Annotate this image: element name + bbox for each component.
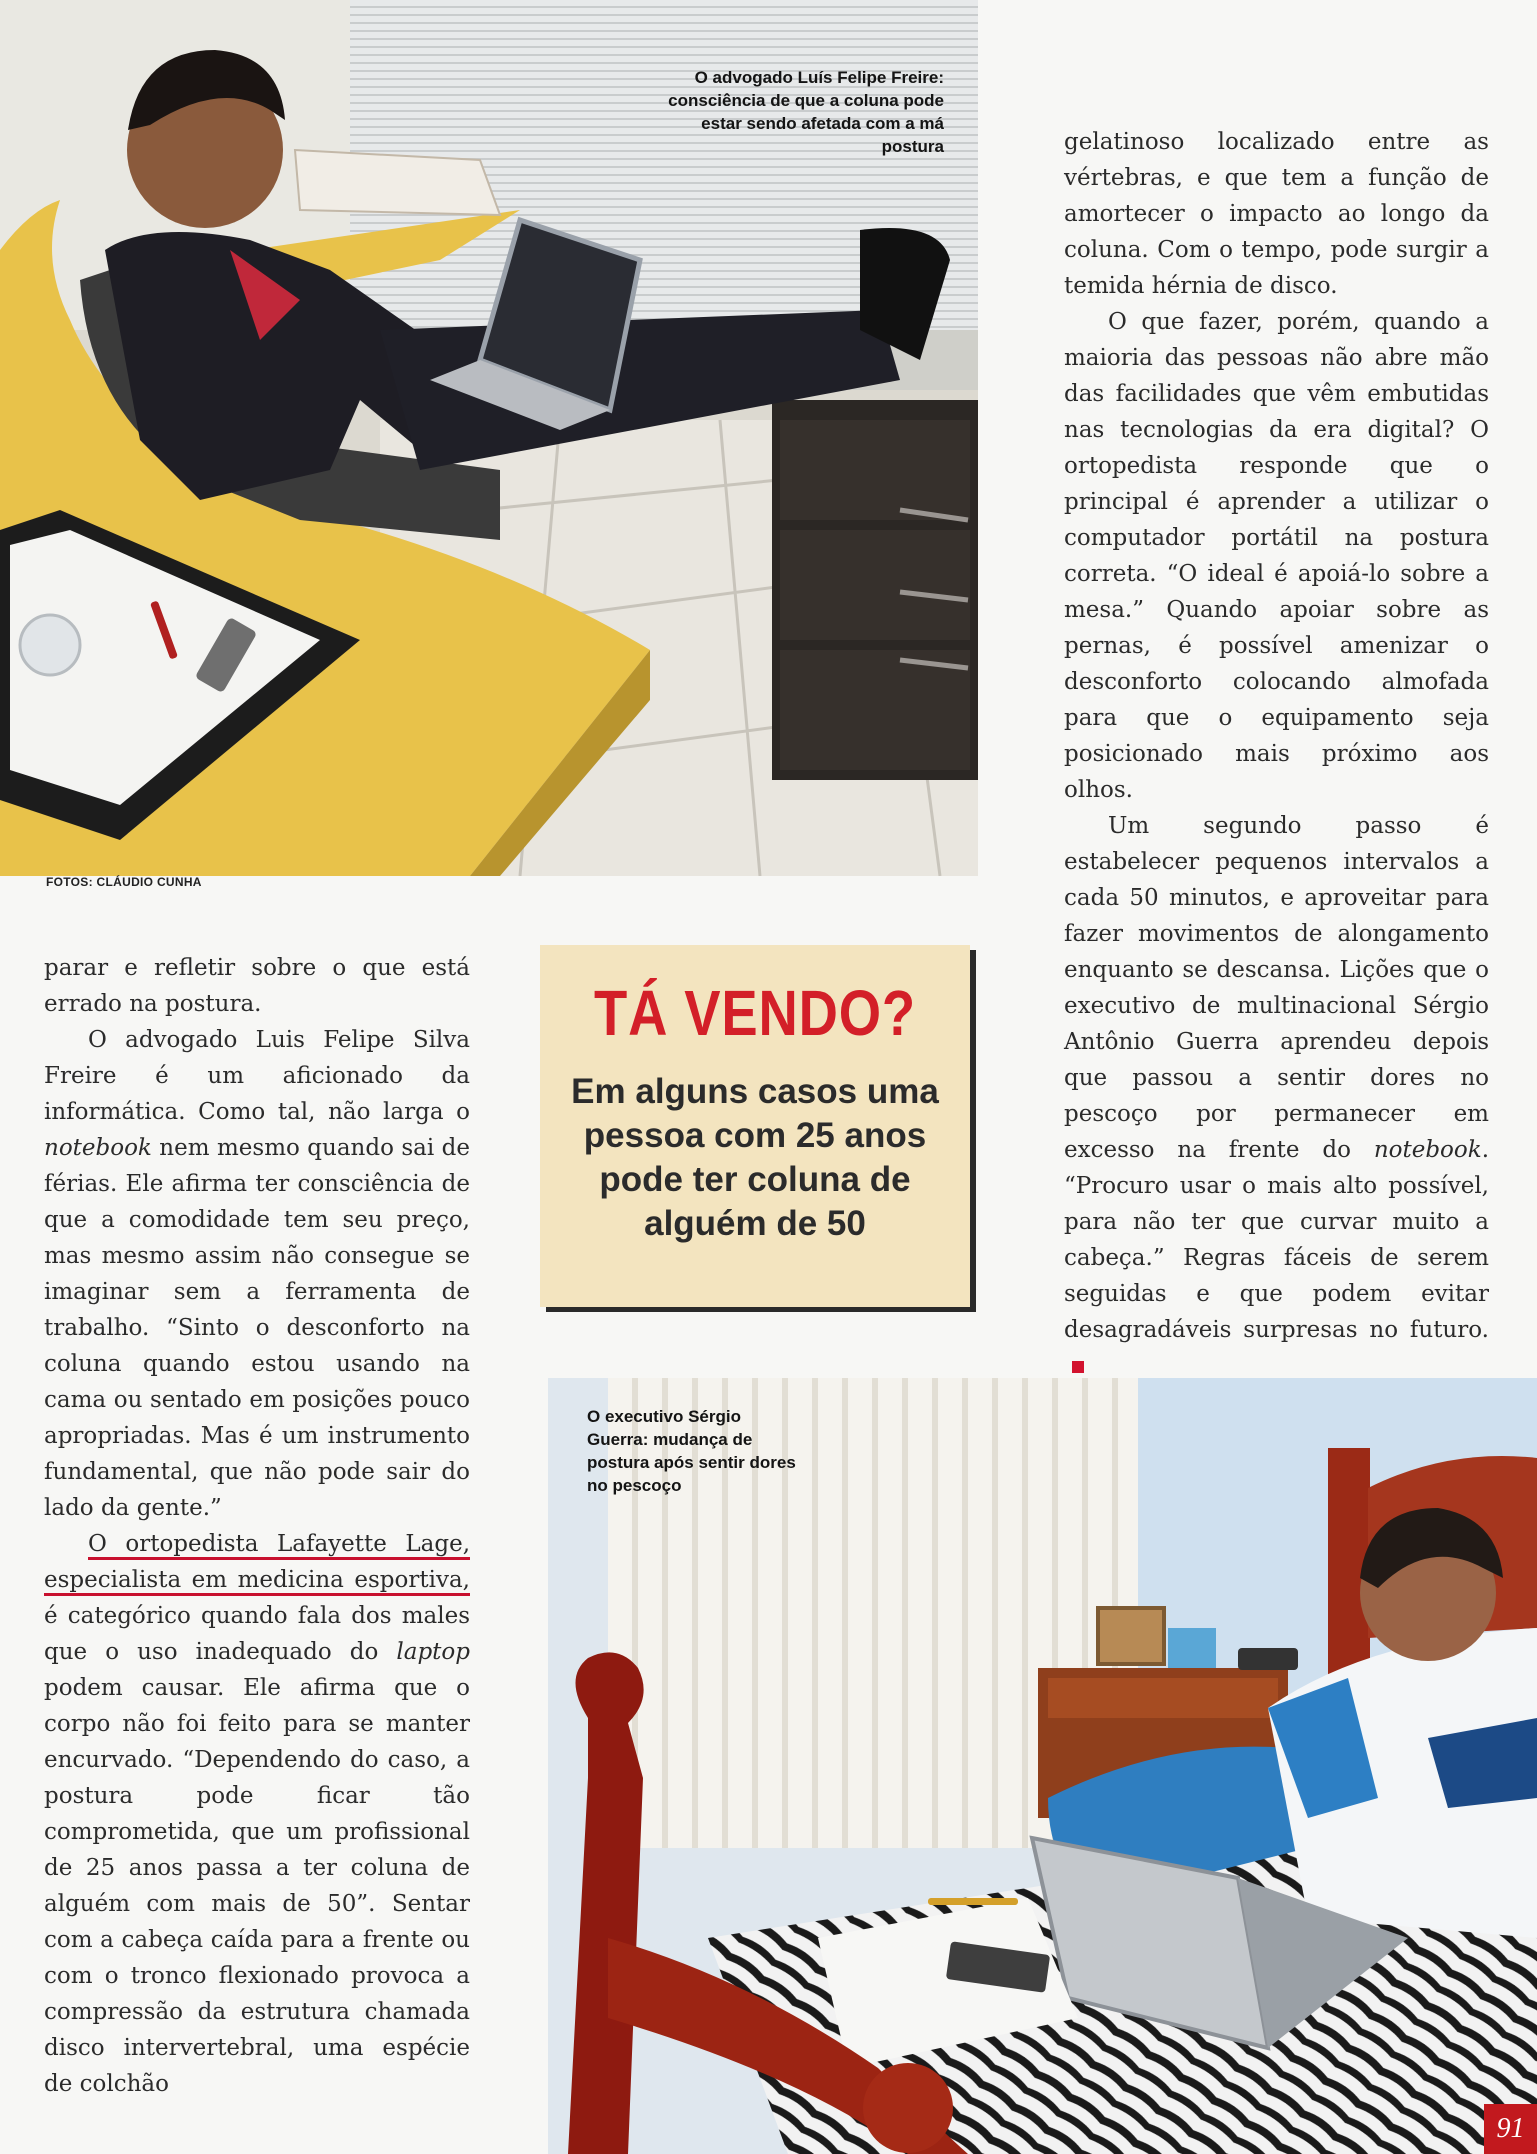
text-run: Um segundo passo é estabelecer pequenos intervalos a cada 50 minutos, e aproveitar para fazer movimentos de alongamento enquanto se descansa. Lições que o executivo de multinacional Sérgio Antônio Guerra aprendeu depois que passou a sentir dores no pescoço por permanecer em excesso na frente do <box>1064 813 1489 1163</box>
italic-term: notebook <box>1373 1137 1482 1163</box>
end-of-article-mark <box>1072 1361 1084 1373</box>
paragraph <box>1064 808 1489 1384</box>
text-run: O advogado Luis Felipe Silva Freire é um aficionado da informática. Como tal, não larga o <box>44 1027 470 1125</box>
pull-quote-box <box>540 945 970 1307</box>
text-run: podem causar. Ele afirma que o corpo não foi feito para se manter encurvado. “Dependendo do caso, a postura pode ficar tão comprometida, que um profissional de 25 anos passa a ter coluna de alguém com mais de 50”. Sentar com a cabeça caída para a frente ou com o tronco flexionado provoca a compressão da estrutura chamada disco intervertebral, uma espécie de colchão <box>44 1675 470 2097</box>
paragraph <box>44 1526 470 2102</box>
photo-credit: FOTOS: CLÁUDIO CUNHA <box>46 875 202 889</box>
text-run: é categórico quando fala dos males que o uso inadequado do <box>44 1603 470 1665</box>
article-right-column <box>1064 124 1489 1384</box>
photo1-caption: O advogado Luís Felipe Freire: consciência de que a coluna pode estar sendo afetada com a má postura <box>668 68 944 156</box>
highlighted-text: O ortopedista Lafayette Lage, especialista em medicina esportiva, <box>44 1531 470 1596</box>
paragraph <box>44 1022 470 1526</box>
paragraph: O que fazer, porém, quando a maioria das pessoas não abre mão das facilidades que vêm embutidas nas tecnologias da era digital? O ortopedista responde que o principal é aprender a utilizar o computador portátil na postura correta. “O ideal é apoiá-lo sobre a mesa.” Quando apoiar sobre as pernas, é possível amenizar o desconforto colocando almofada para que o equipamento seja posicionado mais próximo aos olhos. <box>1064 309 1489 803</box>
paragraph: gelatinoso localizado entre as vértebras, e que tem a função de amortecer o impacto ao longo da coluna. Com o tempo, pode surgir a temida hérnia de disco. <box>1064 129 1489 299</box>
text-run: nem mesmo quando sai de férias. Ele afirma ter consciência de que a comodidade tem seu preço, mas mesmo assim não consegue se imaginar sem a ferramenta de trabalho. “Sinto o desconforto na coluna quando estou usando na cama ou sentado em posições pouco apropriadas. Mas é um instrumento fundamental, que não pode sair do lado da gente.” <box>44 1135 470 1521</box>
photo2-caption: O executivo Sérgio Guerra: mudança de postura após sentir dores no pescoço <box>587 1407 796 1495</box>
italic-term: laptop <box>396 1639 470 1665</box>
page-number: 91 <box>1484 2104 1537 2154</box>
paragraph: parar e refletir sobre o que está errado na postura. <box>44 955 470 1017</box>
pull-quote-headline: TÁ VENDO? <box>594 977 916 1049</box>
italic-term: notebook <box>44 1135 152 1161</box>
pull-quote-text: Em alguns casos uma pessoa com 25 anos pode ter coluna de alguém de 50 <box>571 1072 939 1243</box>
text-run: . “Procuro usar o mais alto possível, para não ter que curvar muito a cabeça.” Regras fáceis de serem seguidas e que podem evitar desagradáveis surpresas no futuro. <box>1064 1137 1489 1343</box>
article-left-column <box>44 950 470 2102</box>
